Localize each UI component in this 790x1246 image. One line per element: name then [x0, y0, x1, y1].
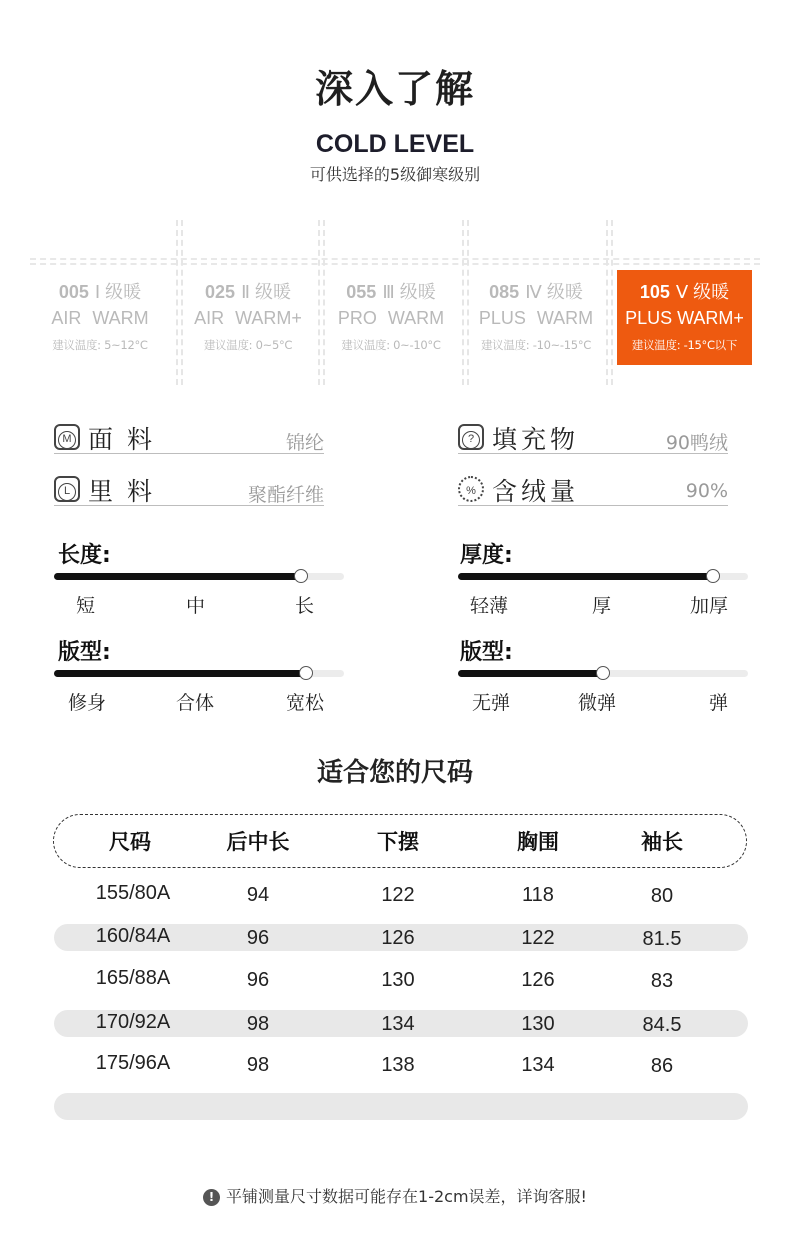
fit-tick-regular: 合体 — [176, 692, 215, 714]
thickness-tick-light: 轻薄 — [470, 595, 509, 617]
level-grade: Ⅴ 级暖 — [675, 282, 730, 302]
cell-sleeve: 80 — [650, 885, 674, 907]
cell-chest: 126 — [521, 969, 555, 991]
level-code: 025 — [205, 282, 236, 302]
fit-fill — [54, 670, 306, 677]
fit-title: 版型: — [58, 640, 111, 665]
level-temp: 建议温度: -10~-15°C — [480, 338, 591, 352]
level-code: 085 — [489, 282, 520, 302]
cell-size: 170/92A — [95, 1011, 171, 1033]
length-title: 长度: — [58, 543, 111, 568]
stretch-fill — [458, 670, 603, 677]
cold-level-strip — [30, 220, 760, 385]
cell-size: 155/80A — [95, 882, 171, 904]
level-temp: 建议温度: 0~-10°C — [341, 338, 441, 352]
header-sleeve: 袖长 — [641, 830, 683, 854]
level-grade: Ⅰ 级暖 — [94, 282, 142, 302]
divider — [606, 220, 608, 385]
level-name: AIR WARM — [51, 308, 149, 328]
cell-hem: 134 — [381, 1013, 415, 1035]
fabric-lining-row — [54, 472, 324, 506]
filling-row — [458, 420, 728, 454]
cold-level-025 — [178, 270, 318, 365]
filling-label: 填充物 — [492, 425, 580, 454]
cell-sleeve: 81.5 — [642, 928, 682, 950]
cell-hem: 126 — [381, 927, 415, 949]
fit-scale — [54, 670, 344, 677]
level-grade: Ⅲ 级暖 — [382, 282, 436, 302]
cell-chest: 130 — [521, 1013, 555, 1035]
percent-badge-icon: % — [458, 476, 484, 502]
length-scale — [54, 573, 344, 580]
stretch-title: 版型: — [460, 640, 513, 665]
fabric-outer-label: 面料 — [88, 425, 167, 454]
cell-chest: 134 — [521, 1054, 555, 1076]
divider — [611, 220, 613, 385]
fabric-outer-row — [54, 420, 324, 454]
cold-level-subheading: 可供选择的5级御寒级别 — [309, 165, 481, 184]
down-content-label: 含绒量 — [492, 477, 580, 506]
length-knob — [294, 569, 308, 583]
level-code: 105 — [639, 282, 670, 302]
size-table-title: 适合您的尺码 — [316, 758, 473, 788]
page-title: 深入了解 — [314, 67, 475, 111]
fabric-lining-value: 聚酯纤维 — [247, 484, 324, 506]
down-content-row — [458, 472, 728, 506]
thickness-tick-thick: 厚 — [592, 595, 612, 617]
cell-sleeve: 83 — [650, 970, 674, 992]
cold-level-105-selected — [617, 270, 752, 365]
fabric-lining-label: 里料 — [88, 477, 167, 506]
length-tick-short: 短 — [76, 595, 96, 617]
thickness-fill — [458, 573, 713, 580]
cell-size: 165/88A — [95, 967, 171, 989]
measurement-note — [0, 1184, 790, 1207]
level-name: PLUS WARM — [478, 308, 594, 328]
cell-back-length: 98 — [246, 1013, 270, 1035]
length-fill — [54, 573, 301, 580]
cell-hem: 130 — [381, 969, 415, 991]
cold-level-055 — [321, 270, 461, 365]
header-back-length: 后中长 — [226, 830, 290, 854]
cell-size: 175/96A — [95, 1052, 171, 1074]
level-temp: 建议温度: 5~12°C — [52, 338, 148, 352]
cell-sleeve: 86 — [650, 1055, 674, 1077]
stretch-knob — [596, 666, 610, 680]
level-grade: Ⅱ 级暖 — [241, 282, 291, 302]
cell-sleeve: 84.5 — [642, 1014, 682, 1036]
filling-value: 90鸭绒 — [665, 432, 728, 454]
cell-hem: 122 — [381, 884, 415, 906]
cell-hem: 138 — [381, 1054, 415, 1076]
divider — [318, 220, 320, 385]
cell-back-length: 94 — [246, 884, 270, 906]
fit-tick-loose: 宽松 — [286, 692, 325, 714]
thickness-scale — [458, 573, 748, 580]
cell-back-length: 96 — [246, 969, 270, 991]
divider — [462, 220, 464, 385]
thickness-title: 厚度: — [460, 543, 513, 568]
cell-back-length: 98 — [246, 1054, 270, 1076]
level-code: 055 — [346, 282, 377, 302]
divider — [30, 263, 760, 265]
cold-level-085 — [466, 270, 606, 365]
exclamation-icon: ! — [203, 1189, 220, 1206]
header-chest: 胸围 — [517, 830, 559, 854]
down-content-value: 90% — [685, 480, 728, 502]
stretch-tick-slight: 微弹 — [578, 692, 617, 714]
level-name: PRO WARM — [337, 308, 445, 328]
cell-size: 160/84A — [95, 925, 171, 947]
m-badge-icon: M — [54, 424, 80, 450]
stretch-scale — [458, 670, 748, 677]
divider — [30, 258, 760, 260]
level-code: 005 — [58, 282, 89, 302]
fit-tick-slim: 修身 — [68, 692, 107, 714]
level-temp: 建议温度: 0~5°C — [203, 338, 293, 352]
header-hem: 下摆 — [377, 830, 419, 854]
l-badge-icon: L — [54, 476, 80, 502]
stretch-tick-stretch: 弹 — [709, 692, 729, 714]
cold-level-heading: COLD LEVEL — [315, 130, 475, 158]
cell-chest: 122 — [521, 927, 555, 949]
level-name: PLUS WARM+ — [625, 308, 744, 328]
thickness-knob — [706, 569, 720, 583]
cell-chest: 118 — [522, 884, 554, 906]
cold-level-005 — [30, 270, 170, 365]
stretch-tick-none: 无弹 — [472, 692, 511, 714]
thickness-tick-extra: 加厚 — [690, 595, 729, 617]
question-badge-icon: ? — [458, 424, 484, 450]
fit-knob — [299, 666, 313, 680]
cell-back-length: 96 — [246, 927, 270, 949]
fabric-outer-value: 锦纶 — [285, 432, 324, 454]
level-grade: Ⅳ 级暖 — [525, 282, 583, 302]
level-temp: 建议温度: -15°C以下 — [631, 338, 738, 352]
header-size: 尺码 — [109, 830, 151, 854]
level-name: AIR WARM+ — [194, 308, 302, 328]
row-stripe — [54, 1093, 748, 1120]
length-tick-medium: 中 — [186, 595, 206, 617]
note-text: 平铺测量尺寸数据可能存在1-2cm误差，详询客服! — [226, 1187, 587, 1206]
length-tick-long: 长 — [295, 595, 315, 617]
